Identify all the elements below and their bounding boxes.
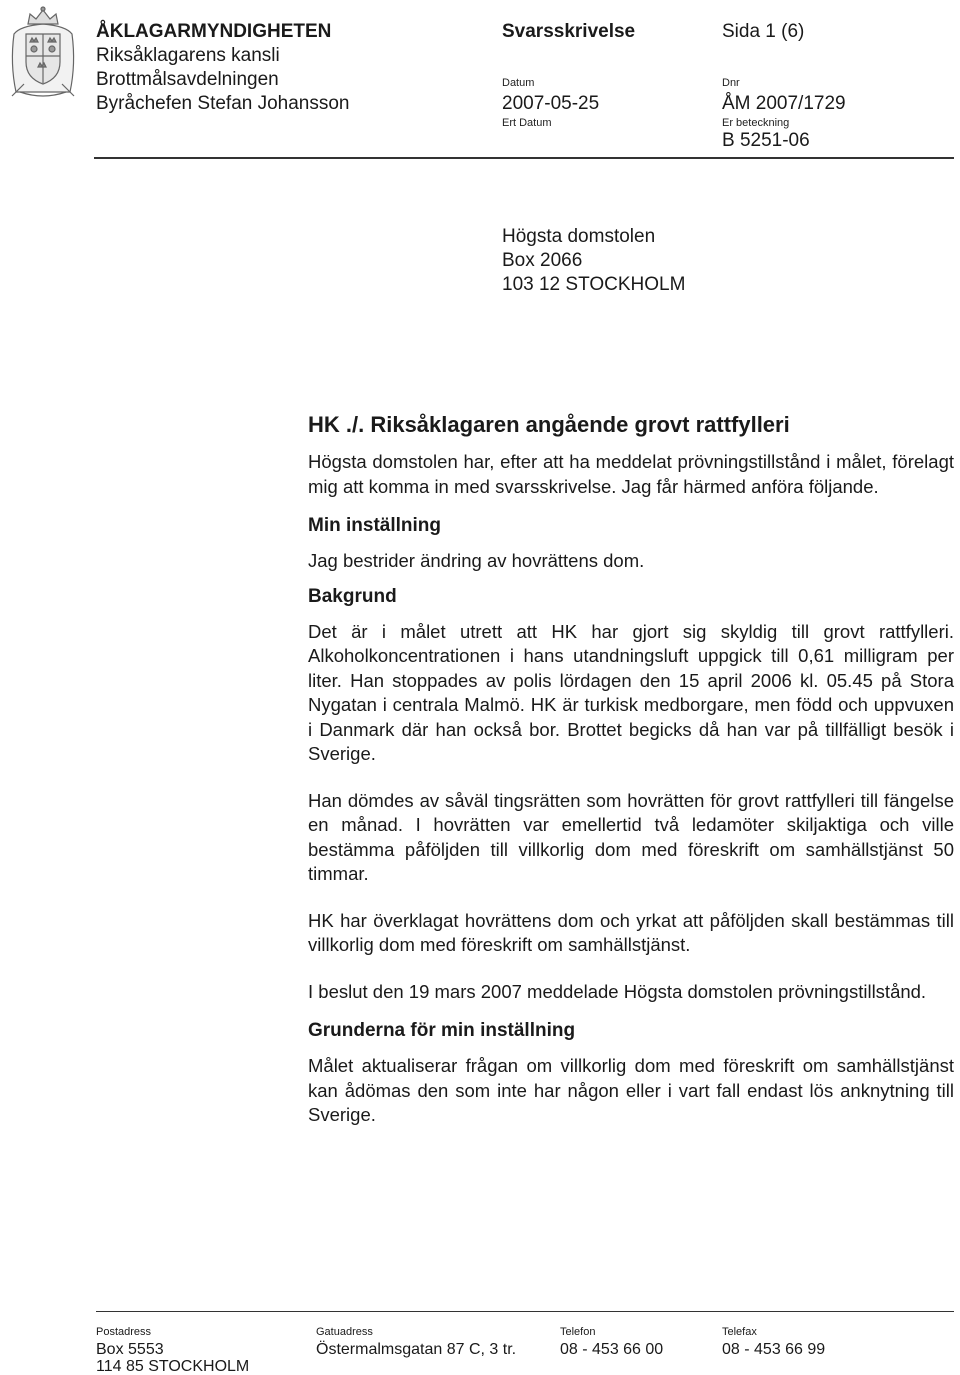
grunderna-paragraph-1: Målet aktualiserar frågan om villkorlig dom med föreskrift om samhällstjänst kan ådömas den som inte har någon eller i vart fall endast lös anknytning till Sverige. <box>308 1055 954 1125</box>
author-name: Byråchefen Stefan Johansson <box>96 93 350 114</box>
page-number: Sida 1 (6) <box>722 21 805 42</box>
telefon-label: Telefon <box>560 1326 596 1338</box>
bakgrund-paragraph-3: HK har överklagat hovrättens dom och yrkat att påföljden skall bestämmas till villkorlig dom med föreskrift om samhällstjänst. <box>308 909 954 955</box>
telefon-value: 08 - 453 66 00 <box>560 1341 664 1358</box>
recipient-name: Högsta domstolen <box>502 226 656 247</box>
office-name: Riksåklagarens kansli <box>96 45 280 66</box>
bakgrund-paragraph-1: Det är i målet utrett att HK har gjort sig skyldig till grovt rattfylleri. Alkoholkoncentrationen i hans utandningsluft uppgick till 0,61 milligram per liter. Han stoppades av polis lördagen den 15 april 2006 kl. 05.45 på Stora Nygatan i centrala Malmö. HK är turkisk medborgare, men född och uppvuxen i Danmark där han också bor. Brottet begicks då han var på tillfälligt besök i Sverige. <box>308 620 954 764</box>
footer-divider <box>96 1311 954 1312</box>
bakgrund-paragraph-2: Han dömdes av såväl tingsrätten som hovrätten för grovt rattfylleri till fängelse en månad. I hovrätten var emellertid två ledamöter skiljaktiga och ville bestämma påföljden till villkorlig dom med föreskrift om samhällstjänst 50 timmar. <box>308 789 954 884</box>
recipient-city: 103 12 STOCKHOLM <box>502 274 686 295</box>
document-body <box>308 410 954 1128</box>
er-beteckning-label: Er beteckning <box>722 117 790 129</box>
footer-gatuadress <box>316 1325 516 1358</box>
recipient-box: Box 2066 <box>502 250 583 271</box>
postadress-line-1: Box 5553 <box>96 1341 164 1358</box>
agency-name: ÅKLAGARMYNDIGHETEN <box>96 21 332 42</box>
intro-paragraph: Högsta domstolen har, efter att ha meddelat prövningstillstånd i målet, förelagt mig att komma in med svarsskrivelse. Jag får härmed anföra följande. <box>308 451 954 497</box>
telefax-value: 08 - 453 66 99 <box>722 1341 826 1358</box>
document-title: HK ./. Riksåklagaren angående grovt rattfylleri <box>308 412 790 437</box>
postadress-line-2: 114 85 STOCKHOLM <box>96 1358 250 1375</box>
er-beteckning-value: B 5251-06 <box>722 130 810 151</box>
postadress-label: Postadress <box>96 1326 152 1338</box>
bakgrund-paragraph-4: I beslut den 19 mars 2007 meddelade Högsta domstolen prövningstillstånd. <box>308 980 927 1002</box>
dnr-value: ÅM 2007/1729 <box>722 93 846 114</box>
heading-grunderna: Grunderna för min inställning <box>308 1020 576 1041</box>
dnr-label: Dnr <box>722 77 740 89</box>
coat-of-arms-logo <box>6 4 80 100</box>
gatuadress-label: Gatuadress <box>316 1326 373 1338</box>
ert-datum-label: Ert Datum <box>502 117 552 129</box>
footer-telefax <box>722 1325 825 1358</box>
heading-bakgrund: Bakgrund <box>308 585 397 607</box>
footer-postadress <box>96 1325 249 1375</box>
datum-value: 2007-05-25 <box>502 93 600 114</box>
heading-min-installning: Min inställning <box>308 515 441 536</box>
header-divider <box>94 157 954 159</box>
recipient-address <box>502 225 685 297</box>
gatuadress-value: Östermalmsgatan 87 C, 3 tr. <box>316 1341 517 1358</box>
footer-telefon <box>560 1325 663 1358</box>
document-type: Svarsskrivelse <box>502 21 636 42</box>
division-name: Brottmålsavdelningen <box>96 69 279 90</box>
telefax-label: Telefax <box>722 1326 757 1338</box>
installning-paragraph: Jag bestrider ändring av hovrättens dom. <box>308 550 645 571</box>
datum-label: Datum <box>502 77 535 89</box>
